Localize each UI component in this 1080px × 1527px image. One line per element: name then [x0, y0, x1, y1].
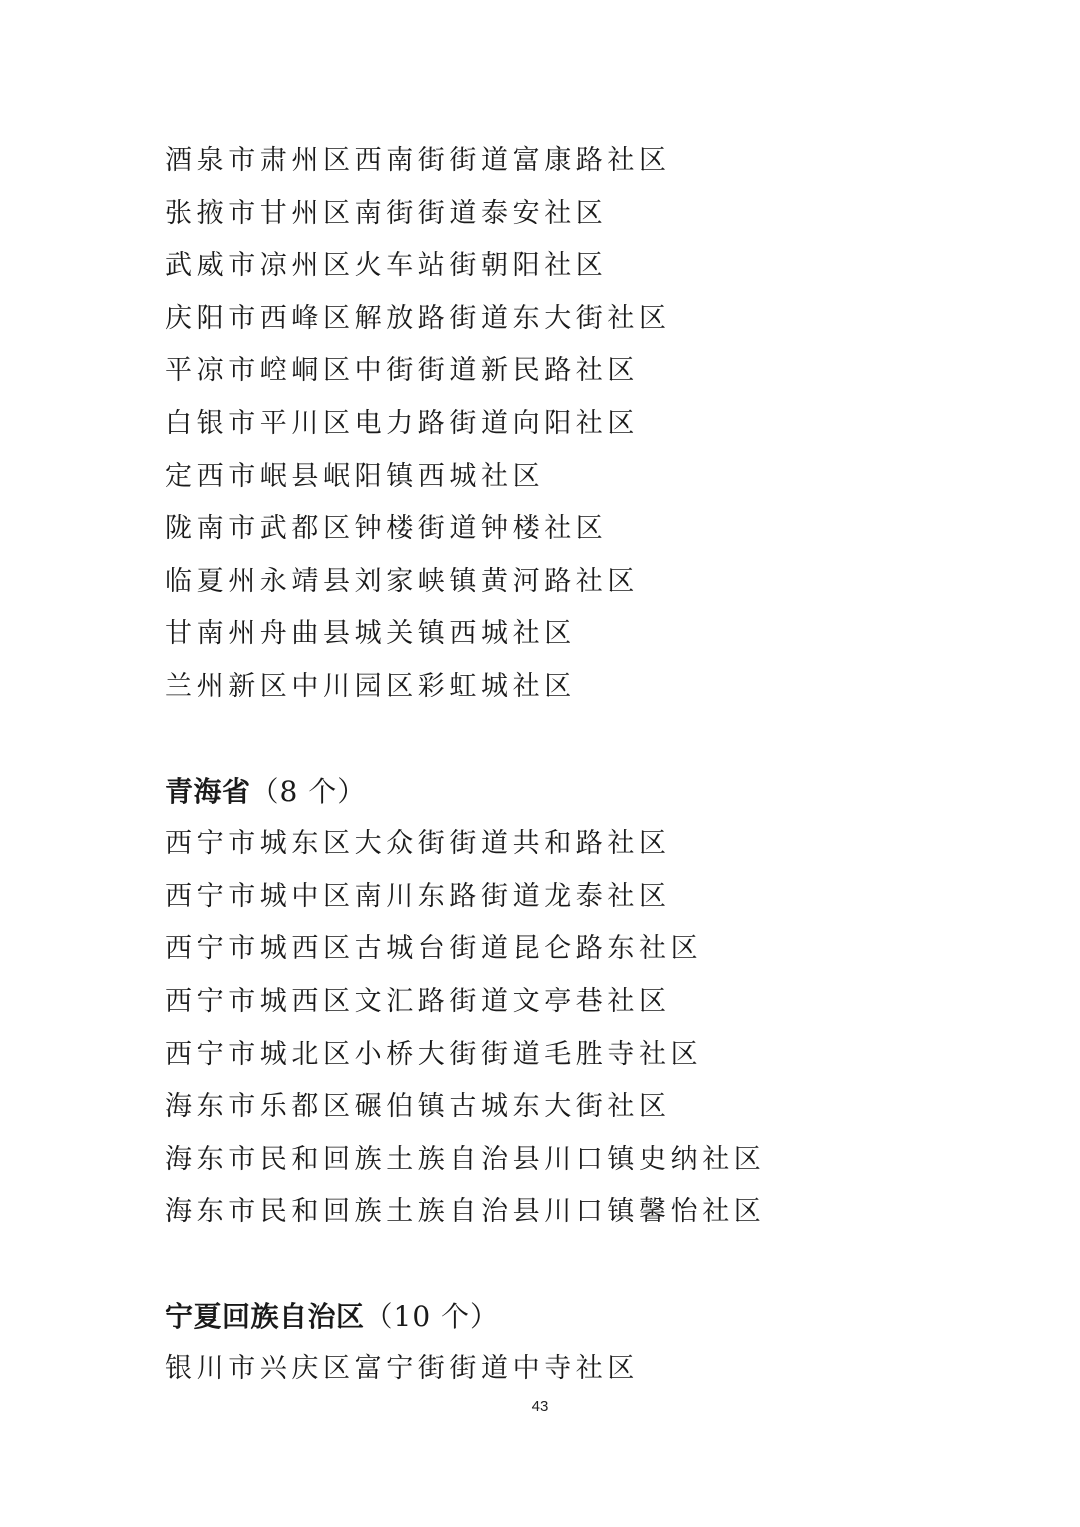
list-item: 定西市岷县岷阳镇西城社区 [165, 460, 545, 492]
section-heading [165, 1291, 965, 1344]
section-heading [165, 766, 965, 819]
list-item: 西宁市城中区南川东路街道龙泰社区 [165, 880, 671, 912]
list-item: 银川市兴庆区富宁街街道中寺社区 [165, 1353, 639, 1385]
list-item: 临夏州永靖县刘家峡镇黄河路社区 [165, 565, 639, 597]
list-item: 庆阳市西峰区解放路街道东大街社区 [165, 302, 671, 334]
list-item: 西宁市城西区文汇路街道文亭巷社区 [165, 985, 671, 1017]
list-item: 白银市平川区电力路街道向阳社区 [165, 407, 639, 439]
list-item: 平凉市崆峒区中街街道新民路社区 [165, 355, 639, 387]
list-item: 甘南州舟曲县城关镇西城社区 [165, 618, 576, 650]
section-spacer [165, 1239, 965, 1291]
list-item: 海东市民和回族土族自治县川口镇馨怡社区 [165, 1196, 766, 1228]
list-item: 酒泉市肃州区西南街街道富康路社区 [165, 145, 671, 176]
list-item: 西宁市城东区大众街街道共和路社区 [165, 828, 671, 860]
province-name: 青海省 [165, 774, 251, 808]
list-item: 武威市凉州区火车站街朝阳社区 [165, 250, 608, 282]
province-name: 宁夏回族自治区 [165, 1299, 365, 1333]
province-count: （8 个） [250, 774, 367, 808]
list-item: 陇南市武都区钟楼街道钟楼社区 [165, 513, 608, 545]
list-item: 西宁市城北区小桥大街街道毛胜寺社区 [165, 1038, 703, 1070]
list-item: 海东市乐都区碾伯镇古城东大街社区 [165, 1091, 671, 1123]
list-item: 西宁市城西区古城台街道昆仑路东社区 [165, 933, 703, 965]
community-list [165, 135, 965, 1396]
list-item: 兰州新区中川园区彩虹城社区 [165, 670, 576, 702]
section-spacer [165, 714, 965, 766]
list-item: 海东市民和回族土族自治县川口镇史纳社区 [165, 1143, 766, 1175]
list-item: 张掖市甘州区南街街道泰安社区 [165, 197, 608, 229]
province-count: （10 个） [364, 1299, 500, 1333]
ningxia-section [165, 1291, 965, 1396]
gansu-section [165, 135, 965, 714]
qinghai-section [165, 766, 965, 1239]
page-number: 43 [531, 1398, 549, 1415]
